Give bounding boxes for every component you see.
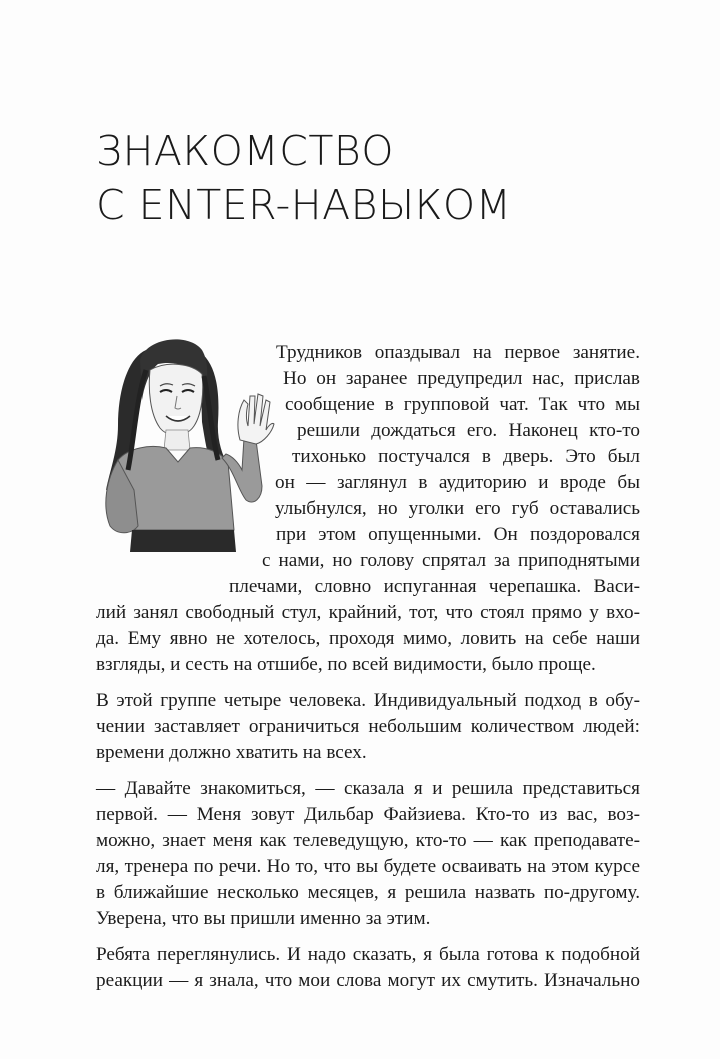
text-line: Ребята переглянулись. И надо сказать, я была готова к подобной <box>96 944 640 965</box>
text-line: плечами, словно испуганная черепашка. Васи- <box>229 576 640 597</box>
text-line: сообщение в групповой чат. Так что мы <box>285 394 640 415</box>
text-line: реакции — я знала, что мои слова могут их смутить. Изначально <box>96 970 640 991</box>
text-line: Но он заранее предупредил нас, прислав <box>283 368 640 389</box>
woman-waving-illustration <box>88 330 278 560</box>
chapter-title <box>96 124 511 232</box>
text-line: можно, знает меня как телеведущую, кто-то — как преподавате- <box>96 830 640 851</box>
text-line: в ближайшие несколько месяцев, я решила назвать по-другому. <box>96 882 640 903</box>
text-line: при этом опущенными. Он поздоровался <box>276 524 640 545</box>
text-line: с нами, но голову спрятал за приподнятыми <box>262 550 640 571</box>
text-line: лий занял свободный стул, крайний, тот, что стоял прямо у вхо- <box>96 602 640 623</box>
chapter-title-line-2: С ENTER-НАВЫКОМ <box>96 181 512 229</box>
text-line: чении заставляет ограничиться небольшим количеством людей: <box>96 716 640 737</box>
text-line: решили дождаться его. Наконец кто-то <box>297 420 640 441</box>
text-line: — Давайте знакомиться, — сказала я и решила представиться <box>96 778 640 799</box>
text-line: ля, тренера по речи. Но то, что вы будете осваивать на этом курсе <box>96 856 640 877</box>
text-line: времени должно хватить на всех. <box>96 742 367 763</box>
text-line: В этой группе четыре человека. Индивидуальный подход в обу- <box>96 690 640 711</box>
text-line: Уверена, что вы пришли именно за этим. <box>96 908 431 929</box>
text-line: Трудников опаздывал на первое занятие. <box>276 342 640 363</box>
text-line: улыбнулся, но уголки его губ оставались <box>275 498 640 519</box>
text-line: да. Ему явно не хотелось, проходя мимо, ловить на себе наши <box>96 628 640 649</box>
text-line: взгляды, и сесть на отшибе, по всей видимости, было проще. <box>96 654 596 675</box>
text-line: первой. — Меня зовут Дильбар Файзиева. Кто-то из вас, воз- <box>96 804 640 825</box>
text-line: он — заглянул в аудиторию и вроде бы <box>275 472 640 493</box>
chapter-title-line-1: ЗНАКОМСТВО <box>96 127 395 175</box>
text-line: тихонько постучался в дверь. Это был <box>292 446 640 467</box>
